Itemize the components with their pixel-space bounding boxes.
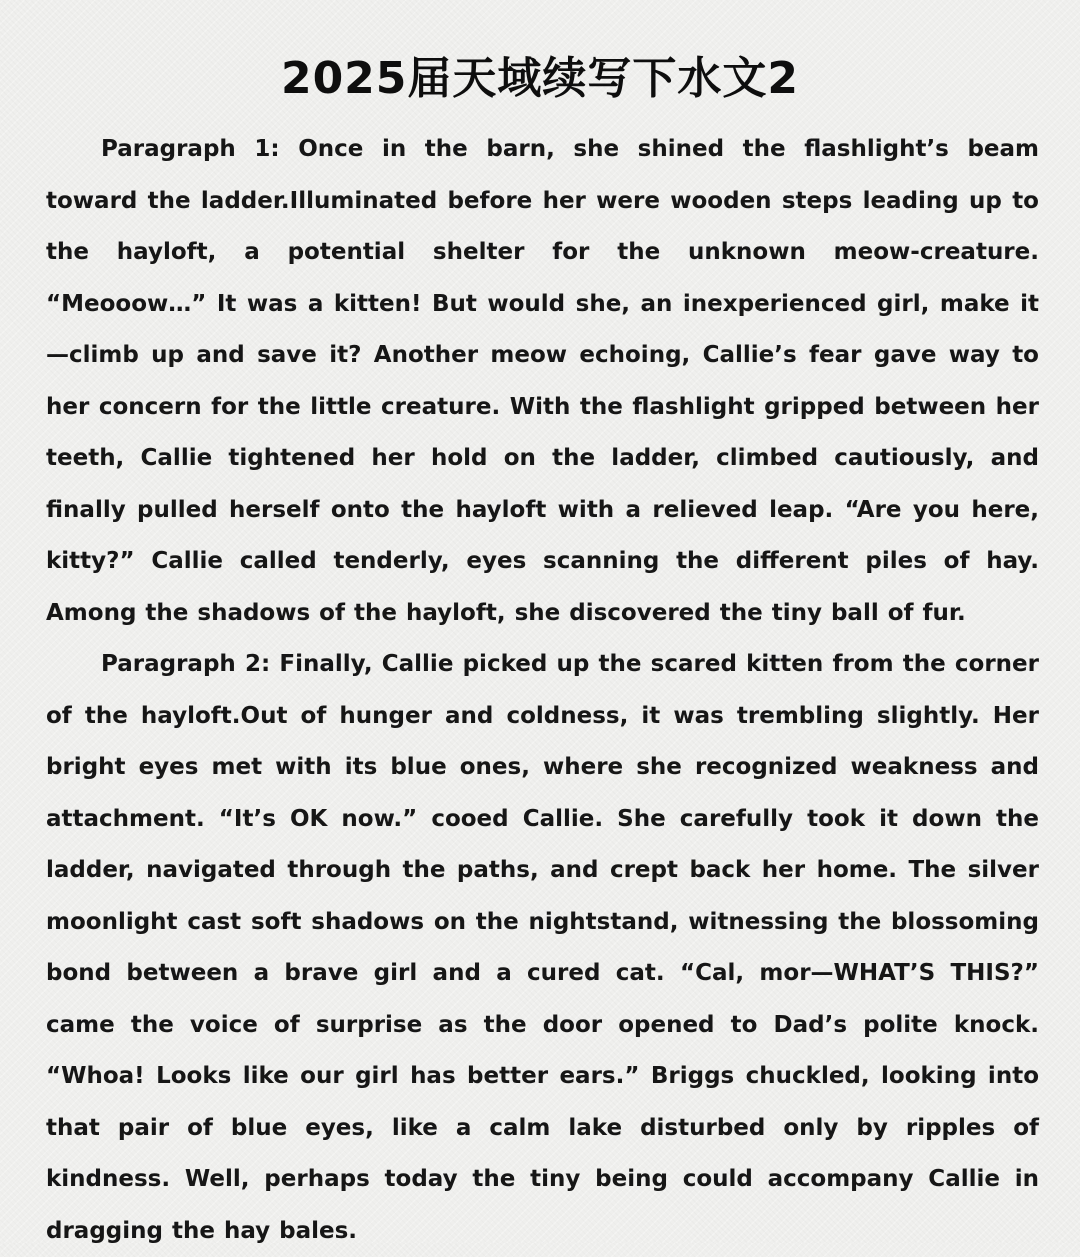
paragraph-1-text: Once in the barn, she shined the flashlight’s beam toward the ladder.Illuminated before her were wooden steps leading up to the hayloft, a potential shelter for the unknown meow-creature. “Meooow…” It was a kitten! But would she, an inexperienced girl, make it—climb up and save it? Another meow echoing, Callie’s fear gave way to her concern for the little creature. With the flashlight gripped between her teeth, Callie tightened her hold on the ladder, climbed cautiously, and finally pulled herself onto the hayloft with a relieved leap. “Are you here, kitty?” Callie called tenderly, eyes scanning the different piles of hay. Among the shadows of the hayloft, she discovered the tiny ball of fur.: [46, 136, 1040, 626]
document-title: 2025届天域续写下水文2: [280, 53, 800, 105]
paragraph-1: [46, 124, 1039, 639]
paragraph-2-text: Finally, Callie picked up the scared kitten from the corner of the hayloft.Out of hunger and coldness, it was trembling slightly. Her bright eyes met with its blue ones, where she recognized weakness and attachment. “It’s OK now.” cooed Callie. She carefully took it down the ladder, navigated through the paths, and crept back her home. The silver moonlight cast soft shadows on the nightstand, witnessing the blossoming bond between a brave girl and a cured cat. “Cal, mor—WHAT’S THIS?” came the voice of surprise as the door opened to Dad’s polite knock. “Whoa! Looks like our girl has better ears.” Briggs chuckled, looking into that pair of blue eyes, like a calm lake disturbed only by ripples of kindness. Well, perhaps today the tiny being could accompany Callie in dragging the hay bales.: [46, 651, 1039, 1244]
document-body: [46, 124, 1039, 1257]
paragraph-1-label: Paragraph 1:: [101, 136, 280, 162]
paragraph-2-label: Paragraph 2:: [101, 651, 271, 677]
paragraph-2: [46, 639, 1039, 1257]
